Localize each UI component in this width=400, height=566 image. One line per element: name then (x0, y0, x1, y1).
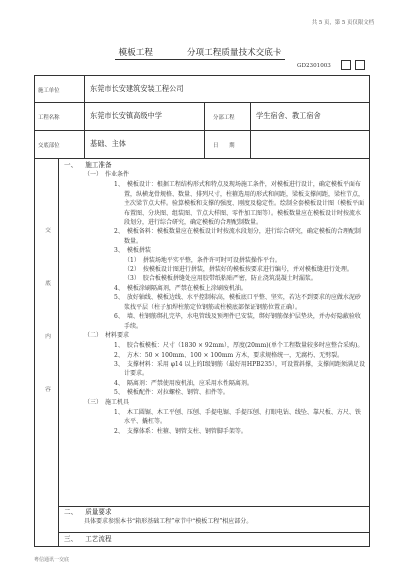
process-section (64, 534, 366, 544)
paragraph: 2、 模板备料：模板数量应在模板设计时按流水段划分，进行综合研究，确定模板的合理配制数量。 (114, 228, 361, 245)
project-value: 东莞市长安镇高级中学 (90, 111, 162, 120)
list-item: （1） 拼装场地平实平整，条件许可时可设拼装操作平台。 (124, 256, 281, 264)
paragraph: 6、 墙、柱钢筋绑扎完毕，水电管线及预埋件已安装，绑好钢筋保护层垫块，并办好隐蔽验收手续。 (114, 313, 361, 330)
area-value: 基础、主体 (90, 139, 126, 148)
paragraph: 1、 胶合板模板：尺寸（1830 × 92mm），厚度(20mm)(单个工程数量较多时应整合采购)。 (114, 342, 364, 350)
subsection-heading: （三） 施工机具 (84, 398, 130, 406)
page-title (0, 46, 400, 60)
col-divider (250, 102, 251, 158)
side-label-char: 内 (45, 334, 51, 340)
checkbox-1 (341, 60, 351, 70)
row-divider (34, 158, 370, 159)
list-item: （2） 按模板设计图进行拼装，拼装好的模板按要求进行编号，并对模板缝进行处理。 (124, 266, 353, 274)
paragraph: 3、 模板拼装 (114, 247, 151, 255)
unit-label: 施工单位 (38, 88, 60, 94)
col-divider (58, 158, 59, 547)
part-value: 学生宿舍、教工宿舍 (256, 111, 321, 120)
paragraph: 1、 模板设计：根据工程结构形式和特点及现场施工条件，对模板进行设计，确定模板平面布置，纵横龙骨规格、数量、排列尺寸，柱箍选用的形式和间距，梁板支撑间距，梁柱节点，主次梁节点大样。验算模板和支撑的强度、刚度及稳定性。绘制全套模板设计图（模板平面布置图、分块图、组装图、节点大样图、零件加工图等）。模板数量应在模板设计时按流水段划分，进行综合研究，确定模板的合理配制数量。 (114, 181, 365, 227)
paragraph: 2、 支撑体系：柱箍、钢管支柱、钢管脚手架等。 (114, 427, 247, 435)
side-label-char: 底 (45, 281, 51, 287)
part-label: 分部工程 (213, 115, 235, 121)
paragraph: 5、 模板配件：对拉螺栓、钢管、扣件等。 (114, 389, 229, 397)
paragraph: 4、 隔离剂：严禁使用废机油，应采用水性隔离剂。 (114, 379, 253, 387)
side-label-char: 交 (45, 228, 51, 234)
list-item: （3） 胶合板模板拼缝处应用胶带纸粘贴严密，防止浇筑混凝土时漏浆。 (124, 275, 317, 283)
section-heading: 一、 施工准备 (64, 161, 112, 169)
title-project-name: 模板工程 (115, 46, 157, 60)
col-divider (204, 102, 205, 158)
project-label: 工程名称 (38, 115, 60, 121)
paragraph: 3、 支撑材料：采用 φ14 以上的Ⅰ级钢筋（最好用HPB235），可设置斜撑，支撑间距须满足设计要求。 (114, 360, 365, 378)
paragraph: 2、 方木：50 × 100mm、100 × 100mm 方木，要求规格统一，无腐朽、无劈裂。 (114, 351, 344, 359)
subsection-heading: （二） 材料要求 (84, 331, 130, 339)
content-body (64, 160, 366, 436)
row-divider (58, 532, 370, 533)
paragraph: 5、 放好轴线、模板边线、水平控制标高，模板底口平整、坚实，若达不到要求的应做水泥砂浆找平层（柱子加焊柱筋定位钢筋或柱模底部保证钢筋位置正确）。 (114, 294, 361, 311)
paragraph: 1、 木工圆锯、木工平刨、压刨、手提电锯、手提压刨、打眼电钻、线坠、靠尺板、方尺、铁水平、撬杠等。 (114, 408, 361, 426)
page-info: 共 5 页，第 5 页仅限文档 (311, 20, 374, 26)
paragraph: 具体要求参照本书“箱形基础工程”章节中“模板工程”相应部分。 (84, 518, 253, 526)
footer-text: 粤信通讯一交底 (34, 557, 70, 563)
section-heading: 三、 工艺流程 (64, 535, 112, 543)
quality-section (64, 507, 366, 527)
checkbox-2 (355, 60, 365, 70)
document-code: GD2301003 (297, 63, 331, 69)
date-label: 日 期 (213, 143, 235, 149)
side-label-char: 容 (45, 387, 51, 393)
title-doc-name: 分项工程质量技术交底卡 (157, 46, 286, 60)
area-label: 交底部位 (38, 143, 60, 149)
col-divider (84, 75, 85, 158)
subsection-heading: （一） 作业条件 (84, 171, 130, 179)
section-heading: 二、 质量要求 (64, 508, 112, 516)
unit-value: 东莞市长安建筑安装工程公司 (90, 84, 184, 93)
paragraph: 4、 模板涂刷隔离剂，严禁在模板上涂刷废机油。 (114, 284, 247, 292)
